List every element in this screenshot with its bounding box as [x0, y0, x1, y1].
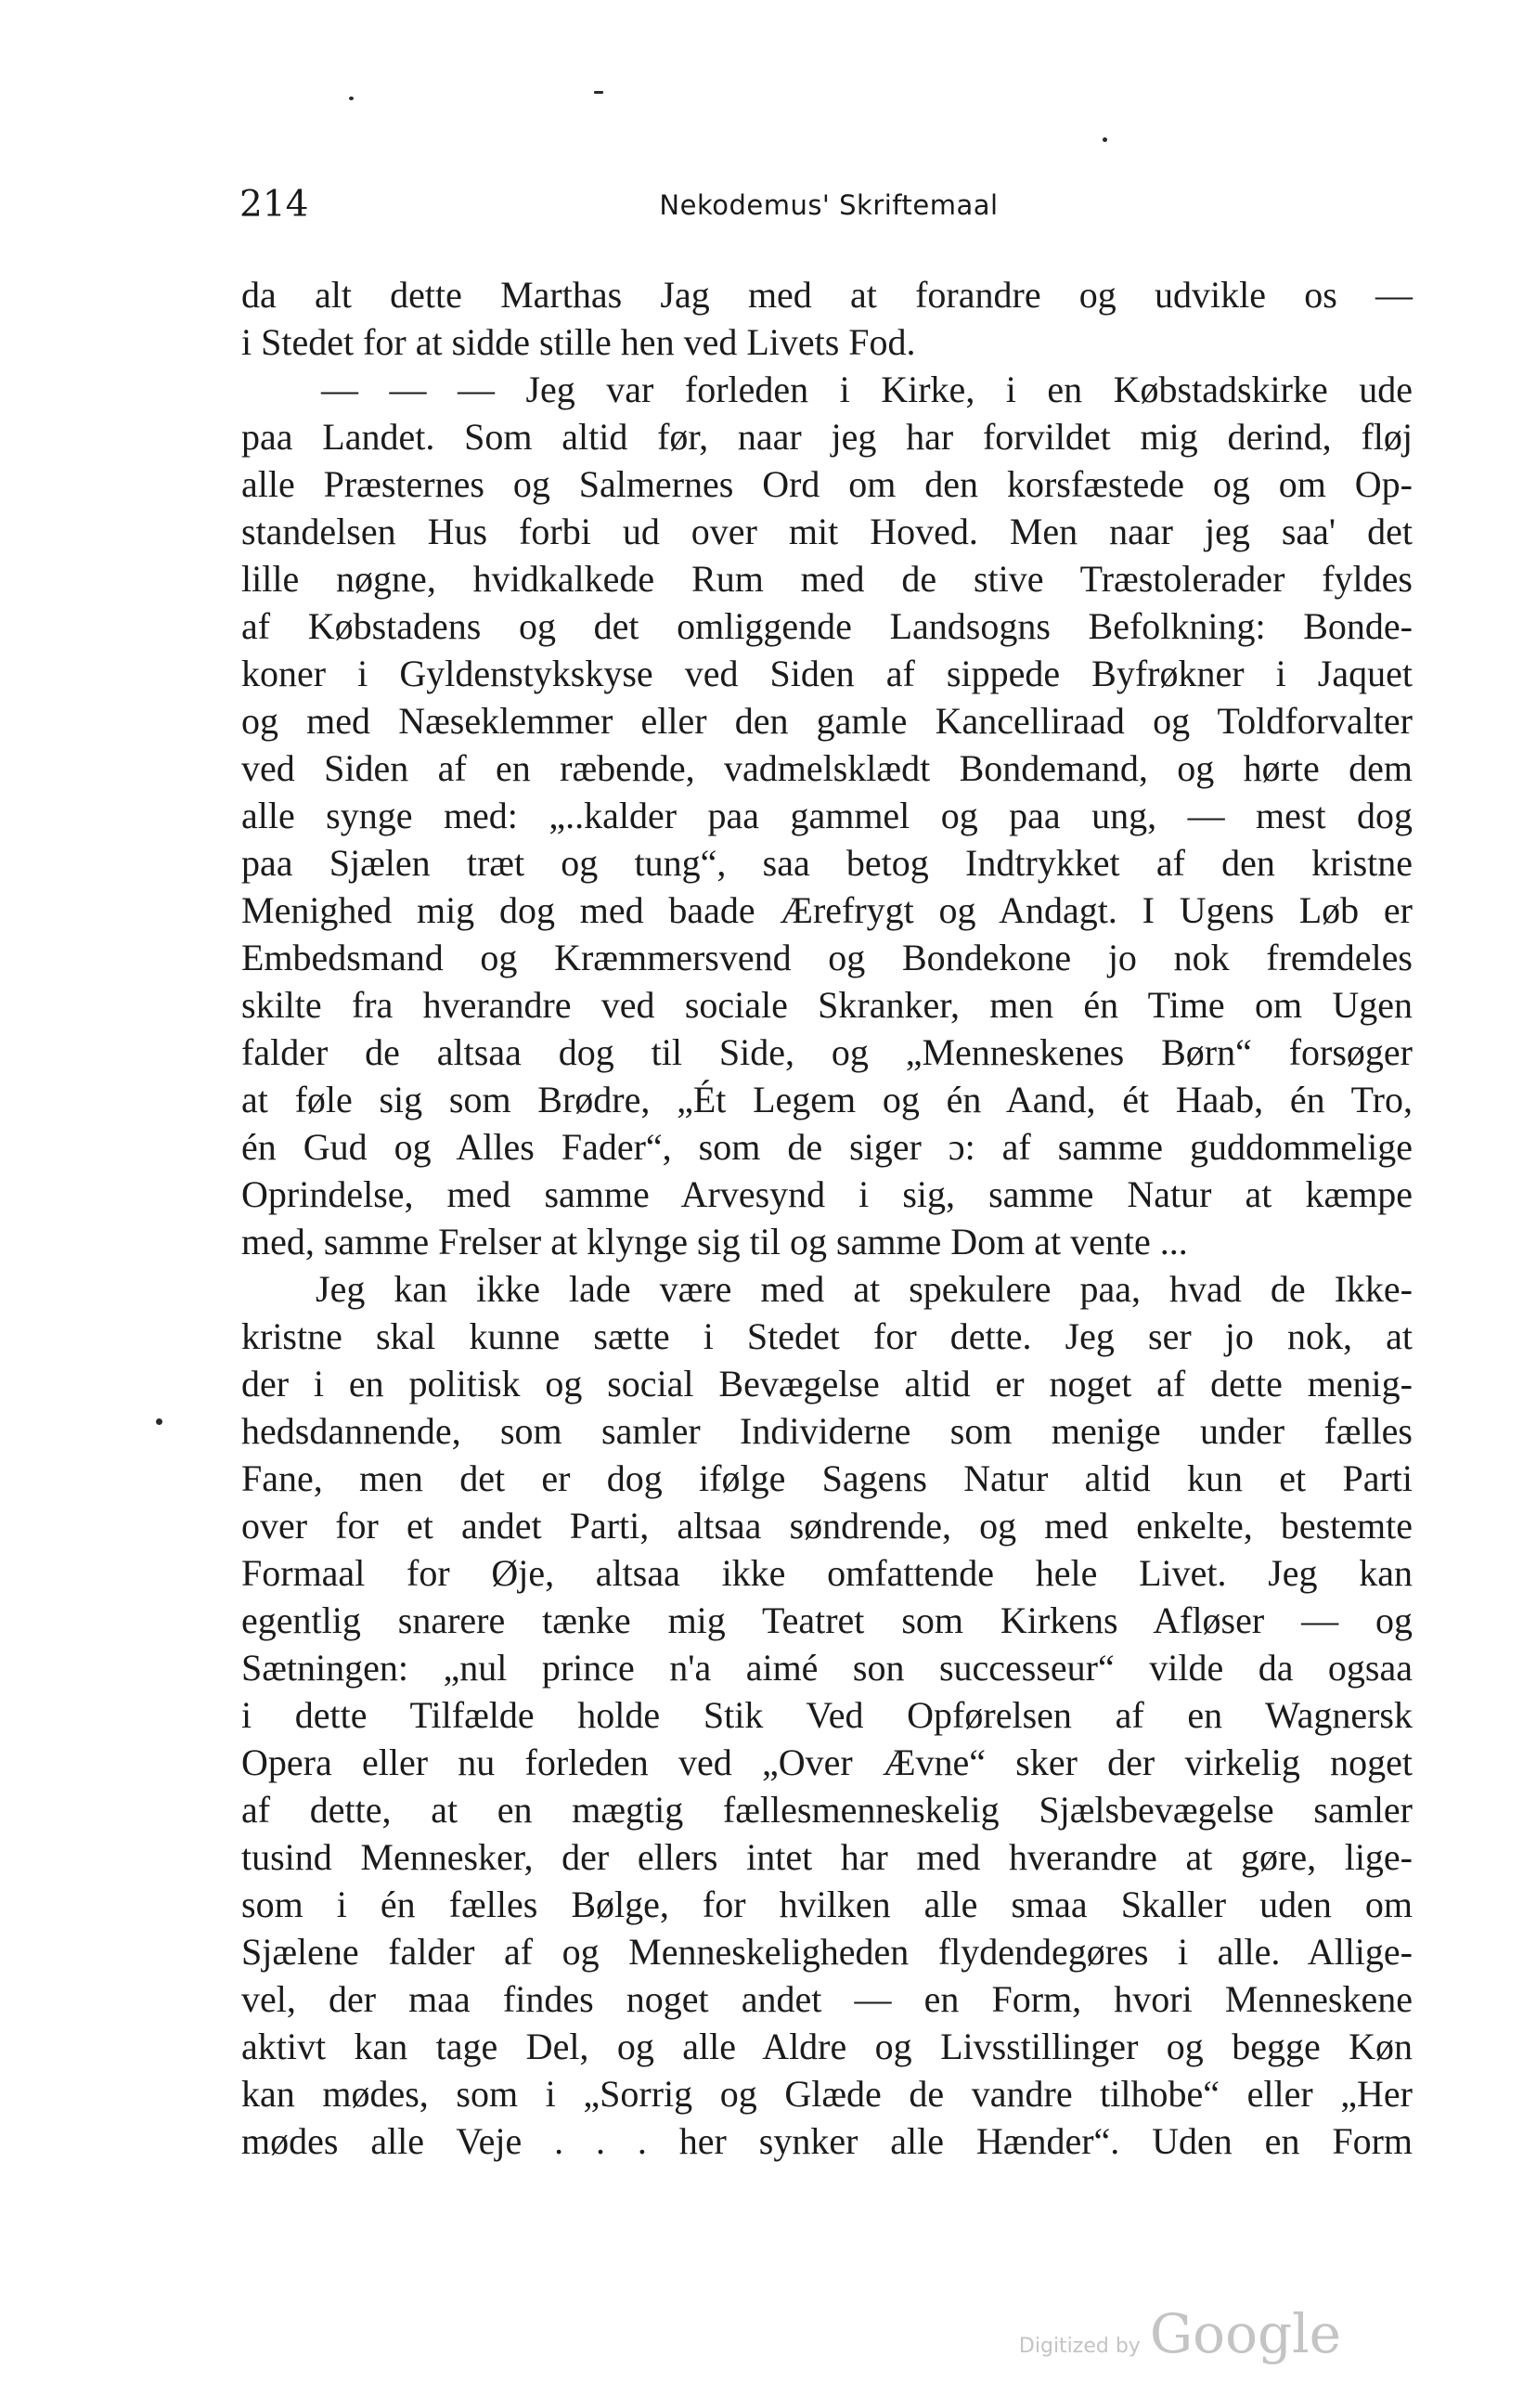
- text-line: Oprindelse, med samme Arvesynd i sig, samme Natur at kæmpe: [241, 1173, 1413, 1215]
- text-line: Sjælene falder af og Menneskeligheden flydendegøres i alle. Allige-: [241, 1931, 1413, 1973]
- text-line: alle Præsternes og Salmernes Ord om den korsfæstede og om Op-: [241, 463, 1413, 505]
- text-line: i dette Tilfælde holde Stik Ved Opførelsen af en Wagnersk: [241, 1694, 1413, 1736]
- text-line: Opera eller nu forleden ved „Over Ævne“ sker der virkelig noget: [241, 1741, 1413, 1783]
- running-title: Nekodemus' Skriftemaal: [659, 189, 999, 221]
- text-line: skilte fra hverandre ved sociale Skranker, men én Time om Ugen: [241, 984, 1413, 1026]
- body-text: [241, 271, 1413, 2165]
- digitized-watermark: [1019, 2302, 1341, 2376]
- text-line: som i én fælles Bølge, for hvilken alle smaa Skaller uden om: [241, 1884, 1413, 1925]
- text-line: ved Siden af en ræbende, vadmelsklædt Bondemand, og hørte dem: [241, 747, 1413, 789]
- page-number: 214: [239, 184, 309, 226]
- text-line: Embedsmand og Kræmmersvend og Bondekone jo nok fremdeles: [241, 937, 1413, 978]
- text-line: der i en politisk og social Bevægelse altid er noget af dette menig-: [241, 1363, 1413, 1405]
- text-line: af dette, at en mægtig fællesmenneskelig Sjælsbevægelse samler: [241, 1789, 1413, 1831]
- google-logo-text: Google: [1149, 2302, 1341, 2365]
- text-line: standelsen Hus forbi ud over mit Hoved. Men naar jeg saa' det: [241, 511, 1413, 552]
- text-line: med, samme Frelser at klynge sig til og samme Dom at vente ...: [241, 1221, 1188, 1262]
- text-line: kristne skal kunne sætte i Stedet for dette. Jeg ser jo nok, at: [241, 1315, 1413, 1357]
- text-line: Sætningen: „nul prince n'a aimé son successeur“ vilde da ogsaa: [241, 1647, 1413, 1689]
- scan-speck: [349, 97, 354, 100]
- text-line: egentlig snarere tænke mig Teatret som Kirkens Afløser — og: [241, 1599, 1413, 1641]
- text-line: Jeg kan ikke lade være med at spekulere paa, hvad de Ikke-: [316, 1268, 1413, 1310]
- text-line: koner i Gyldenstykskyse ved Siden af sippede Byfrøkner i Jaquet: [241, 653, 1413, 694]
- text-line: hedsdannende, som samler Individerne som menige under fælles: [241, 1410, 1413, 1452]
- text-line: alle synge med: „..kalder paa gammel og paa ung, — mest dog: [241, 795, 1413, 836]
- text-line: Menighed mig dog med baade Ærefrygt og Andagt. I Ugens Løb er: [241, 889, 1413, 931]
- scan-speck: [156, 1418, 162, 1425]
- text-line: tusind Mennesker, der ellers intet har med hverandre at gøre, lige-: [241, 1836, 1413, 1878]
- text-line: én Gud og Alles Fader“, som de siger ɔ: af samme guddommelige: [241, 1126, 1413, 1168]
- scan-speck: [1103, 137, 1107, 142]
- text-line: i Stedet for at sidde stille hen ved Livets Fod.: [241, 321, 916, 363]
- text-line: paa Landet. Som altid før, naar jeg har forvildet mig derind, fløj: [241, 416, 1413, 458]
- digitized-by-label: Digitized by: [1018, 2335, 1141, 2358]
- text-line: mødes alle Veje . . . her synker alle Hænder“. Uden en Form: [241, 2120, 1413, 2162]
- text-line: Fane, men det er dog ifølge Sagens Natur altid kun et Parti: [241, 1457, 1413, 1499]
- text-line: vel, der maa findes noget andet — en Form, hvori Menneskene: [241, 1978, 1413, 2020]
- page-header: [239, 184, 1418, 230]
- text-line: Formaal for Øje, altsaa ikke omfattende hele Livet. Jeg kan: [241, 1552, 1413, 1594]
- text-line: af Købstadens og det omliggende Landsogns Befolkning: Bonde-: [241, 605, 1413, 647]
- text-line: lille nøgne, hvidkalkede Rum med de stive Træstolerader fyldes: [241, 558, 1413, 600]
- text-line: falder de altsaa dog til Side, og „Menneskenes Børn“ forsøger: [241, 1031, 1413, 1073]
- text-line: kan mødes, som i „Sorrig og Glæde de vandre tilhobe“ eller „Her: [241, 2073, 1413, 2115]
- text-line: at føle sig som Brødre, „Ét Legem og én Aand, ét Haab, én Tro,: [241, 1079, 1413, 1120]
- text-line: aktivt kan tage Del, og alle Aldre og Livsstillinger og begge Køn: [241, 2026, 1413, 2067]
- text-line: paa Sjælen træt og tung“, saa betog Indtrykket af den kristne: [241, 842, 1413, 884]
- text-line: og med Næseklemmer eller den gamle Kancelliraad og Toldforvalter: [241, 700, 1413, 742]
- scan-speck: [594, 91, 603, 94]
- text-line: da alt dette Marthas Jag med at forandre og udvikle os —: [241, 274, 1413, 316]
- text-line: — — — Jeg var forleden i Kirke, i en Købstadskirke ude: [321, 369, 1413, 410]
- text-line: over for et andet Parti, altsaa søndrende, og med enkelte, bestemte: [241, 1505, 1413, 1547]
